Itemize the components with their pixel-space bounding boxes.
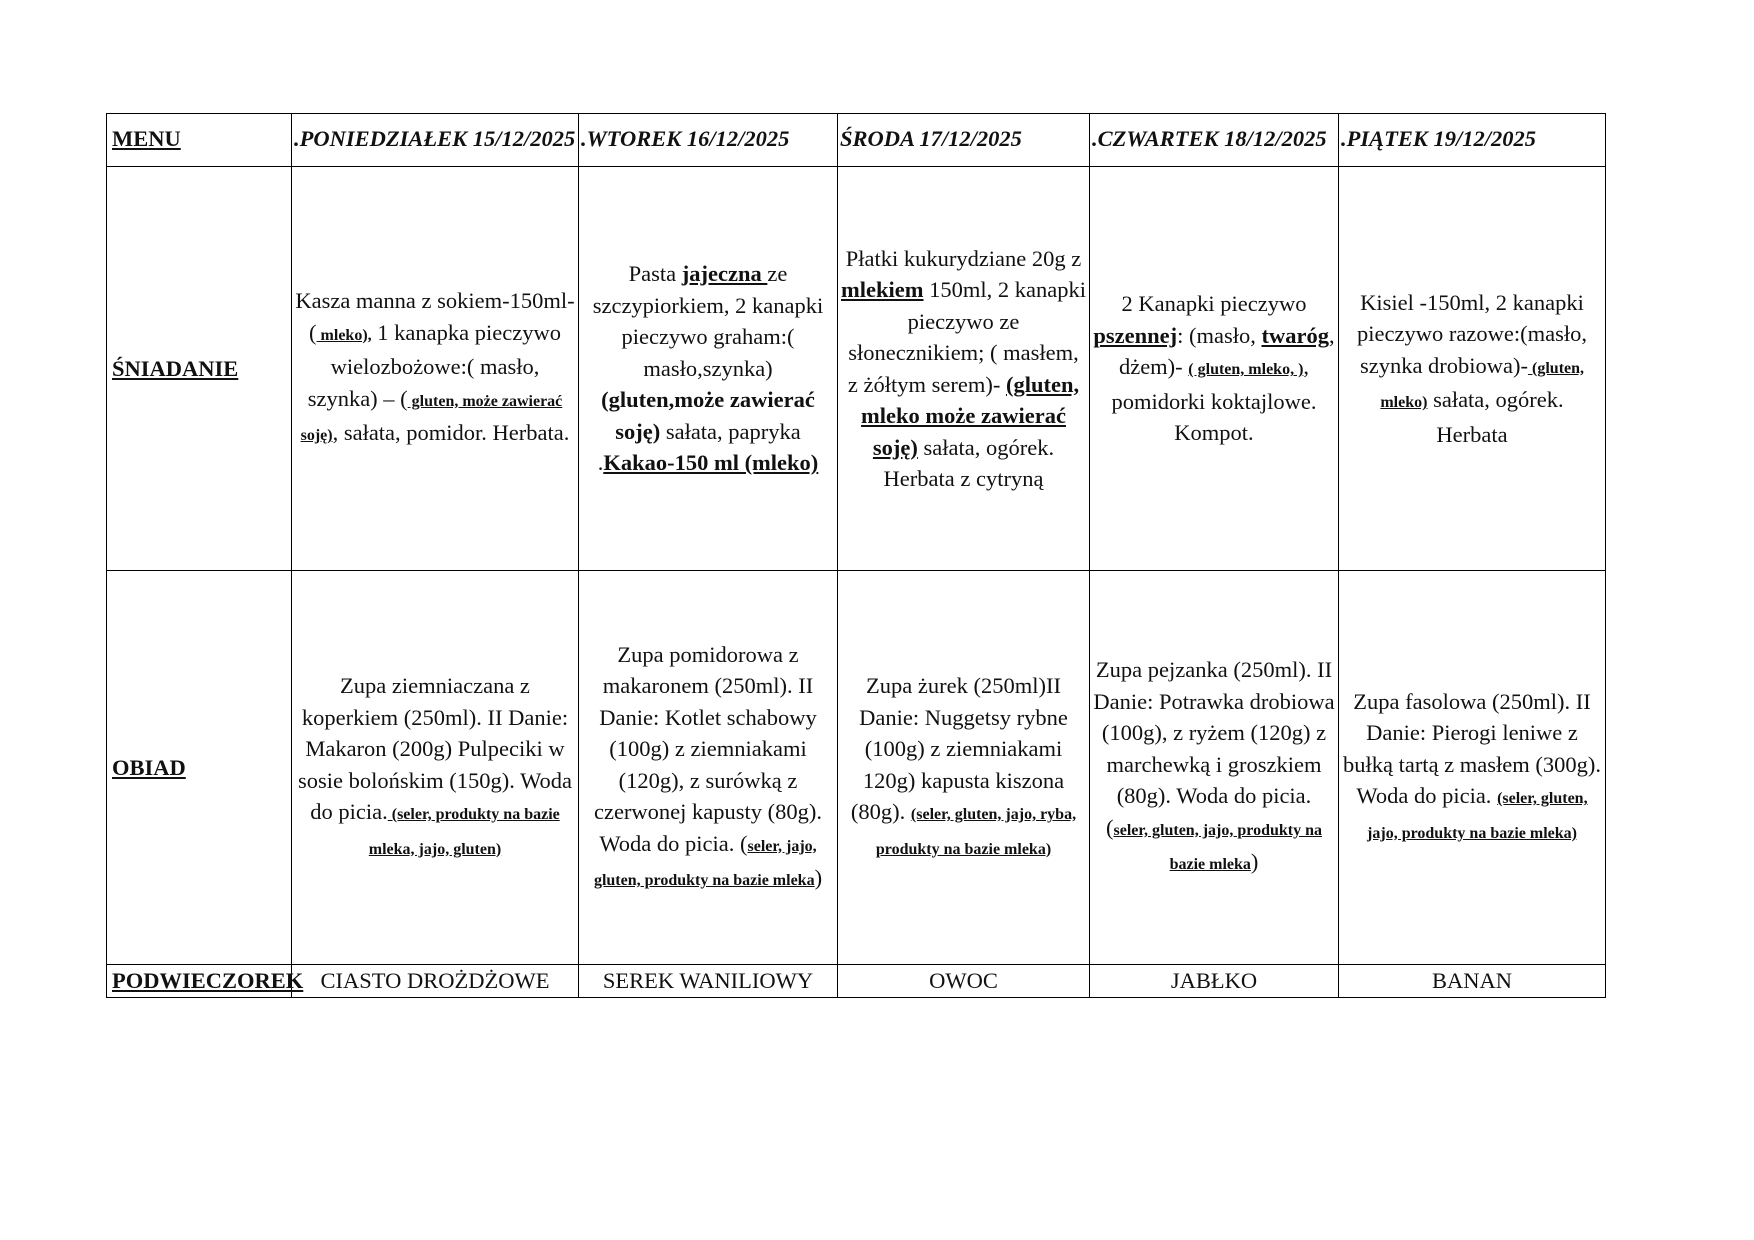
lunch-row xyxy=(107,571,1606,965)
meal-text: : (masło, xyxy=(1177,322,1262,348)
meal-cell xyxy=(1090,965,1339,998)
breakfast-row xyxy=(107,167,1606,571)
meal-text: OWOC xyxy=(929,968,998,993)
meal-text: JABŁKO xyxy=(1170,968,1258,993)
row-label-lunch: OBIAD xyxy=(107,571,292,965)
day-header-monday: .PONIEDZIAŁEK 15/12/2025 xyxy=(292,114,579,167)
day-header-friday: .PIĄTEK 19/12/2025 xyxy=(1339,114,1606,167)
allergen-note: seler, gluten, jajo, produkty na bazie mleka xyxy=(1113,821,1322,874)
allergen-note: twaróg xyxy=(1261,322,1329,348)
allergen-note: Kakao-150 ml (mleko) xyxy=(603,450,819,476)
meal-text: ) xyxy=(814,865,823,890)
meal-text: Zupa fasolowa (250ml). II Danie: Pierogi leniwe z bułką tartą z masłem (300g). Woda do picia. xyxy=(1342,688,1602,809)
meal-text: , dżem)- xyxy=(1118,322,1335,380)
day-header-tuesday: .WTOREK 16/12/2025 xyxy=(579,114,838,167)
allergen-note: seler, jajo, gluten, produkty na bazie mleka xyxy=(593,837,817,889)
meal-cell xyxy=(838,571,1090,965)
meal-cell xyxy=(1090,167,1339,571)
meal-text: 1 kanapka pieczywo wielozbożowe:( masło, szynka) – ( xyxy=(307,319,561,411)
allergen-note: mleko), xyxy=(316,326,372,344)
snack-row xyxy=(107,965,1606,998)
meal-cell xyxy=(292,965,579,998)
meal-cell xyxy=(1339,965,1606,998)
meal-text: sałata, ogórek. Herbata z cytryną xyxy=(883,434,1055,491)
day-header-wednesday: ŚRODA 17/12/2025 xyxy=(838,114,1090,167)
meal-text: ze szczypiorkiem, 2 kanapki pieczywo graham:( masło,szynka) xyxy=(592,261,824,381)
allergen-note: gluten, może zawierać soję) xyxy=(300,392,563,445)
day-header-thursday: .CZWARTEK 18/12/2025 xyxy=(1090,114,1339,167)
meal-cell xyxy=(1090,571,1339,965)
meal-text: Kisiel -150ml, 2 kanapki pieczywo razowe:(masło, szynka drobiowa)- xyxy=(1357,289,1587,378)
allergen-note: ( gluten, mleko, ) xyxy=(1188,361,1304,379)
row-label-snack: PODWIECZOREK xyxy=(107,965,292,998)
meal-text: sałata, papryka . xyxy=(597,418,801,476)
meal-text: SEREK WANILIOWY xyxy=(602,968,814,993)
meal-text: Pasta xyxy=(628,261,682,287)
meal-text: , pomidorki koktajlowe. Kompot. xyxy=(1111,354,1317,446)
allergen-note: (seler, produkty na bazie mleka, jajo, gluten) xyxy=(368,806,560,858)
allergen-note: jajeczna xyxy=(681,261,768,287)
allergen-note: (seler, gluten, jajo, ryba, produkty na bazie mleka) xyxy=(875,806,1077,858)
meal-text: BANAN xyxy=(1431,968,1512,993)
meal-text: Zupa pejzanka (250ml). II Danie: Potrawka drobiowa (100g), z ryżem (120g) z marchewką i groszkiem (80g). Woda do picia. ( xyxy=(1093,657,1335,840)
meal-text: Zupa ziemniaczana z koperkiem (250ml). II Danie: Makaron (200g) Pulpeciki w sosie bolońskim (150g). Woda do picia. xyxy=(297,673,572,824)
allergen-note: (gluten,może zawierać soję) xyxy=(601,387,815,444)
meal-text: Kasza manna z sokiem-150ml- ( xyxy=(295,288,575,345)
menu-title: MENU xyxy=(107,114,292,167)
meal-text: 2 Kanapki pieczywo xyxy=(1121,291,1307,317)
meal-text: Zupa pomidorowa z makaronem (250ml). II Danie: Kotlet schabowy (100g) z ziemniakami (120g), z surówką z czerwonej kapusty (80g). Woda do picia. ( xyxy=(593,641,823,856)
meal-text: sałata, ogórek. Herbata xyxy=(1427,387,1564,447)
meal-cell xyxy=(292,571,579,965)
meal-text: Płatki kukurydziane 20g z xyxy=(845,245,1082,271)
allergen-note: (gluten, mleko) xyxy=(1380,359,1585,412)
meal-cell xyxy=(579,965,838,998)
meal-cell xyxy=(838,167,1090,571)
allergen-note: (gluten, mleko może zawierać soję) xyxy=(861,371,1080,460)
meal-cell xyxy=(838,965,1090,998)
allergen-note: mlekiem xyxy=(841,277,924,302)
meal-cell xyxy=(579,571,838,965)
meal-text: 150ml, 2 kanapki pieczywo ze słonecznikiem; ( masłem, z żółtym serem)- xyxy=(847,277,1086,397)
meal-text: , sałata, pomidor. Herbata. xyxy=(332,420,570,446)
meal-text: ) xyxy=(1250,849,1259,875)
meal-cell xyxy=(579,167,838,571)
weekly-menu-table xyxy=(106,113,1606,998)
meal-text: Zupa żurek (250ml)II Danie: Nuggetsy rybne (100g) z ziemniakami 120g) kapusta kiszona (80g). xyxy=(850,673,1068,824)
meal-cell xyxy=(1339,571,1606,965)
allergen-note: pszennej xyxy=(1093,322,1178,348)
allergen-note: (seler, gluten, jajo, produkty na bazie mleka) xyxy=(1367,790,1588,842)
header-row xyxy=(107,114,1606,167)
meal-cell xyxy=(292,167,579,571)
meal-text: CIASTO DROŻDŻOWE xyxy=(320,968,550,993)
meal-cell xyxy=(1339,167,1606,571)
row-label-breakfast: ŚNIADANIE xyxy=(107,167,292,571)
